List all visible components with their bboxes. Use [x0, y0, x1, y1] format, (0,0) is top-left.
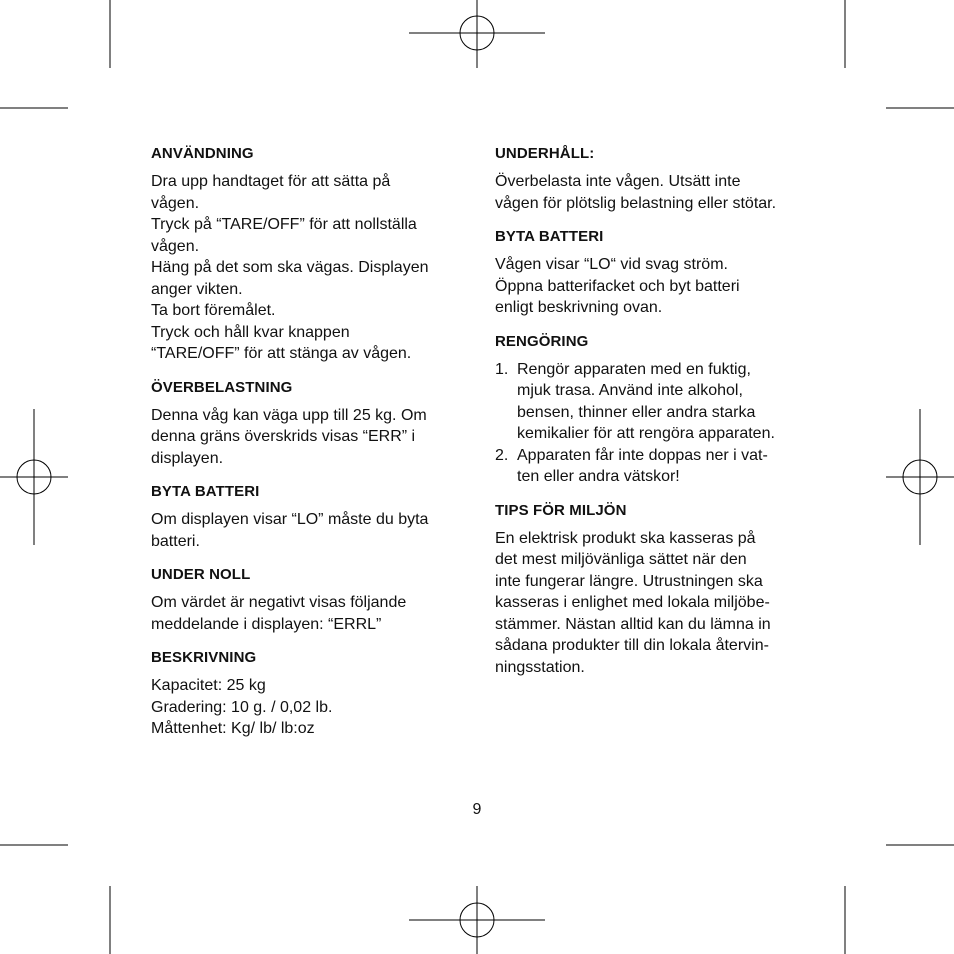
- list-number: 1.: [495, 360, 509, 378]
- registration-mark-top: [409, 0, 545, 68]
- section-cleaning: [495, 331, 807, 488]
- section-heading: ANVÄNDNING: [151, 145, 254, 162]
- section-body: Dra upp handtaget för att sätta på vågen. Tryck på “TARE/OFF” för att nollställa vågen. Häng på det som ska vägas. Displayen anger vikten. Ta bort föremålet. Tryck och håll kvar knappen “TARE/OFF” för att stänga av vågen.: [151, 173, 429, 362]
- section-body: Om värdet är negativt visas följande meddelande i displayen: “ERRL”: [151, 594, 407, 633]
- section-maintenance: [495, 143, 807, 214]
- section-body: Kapacitet: 25 kg Gradering: 10 g. / 0,02 lb. Måttenhet: Kg/ lb/ lb:oz: [151, 677, 333, 737]
- section-heading: UNDER NOLL: [151, 566, 251, 583]
- registration-mark-right: [886, 409, 954, 545]
- section-heading: BYTA BATTERI: [495, 228, 604, 245]
- registration-mark-bottom: [409, 886, 545, 954]
- section-heading: RENGÖRING: [495, 332, 589, 350]
- section-body: Vågen visar “LO“ vid svag ström. Öppna batterifacket och byt batteri enligt beskrivning ovan.: [495, 256, 740, 316]
- section-description: [151, 647, 463, 740]
- list-item: 2. Apparaten får inte doppas ner i vat- ten eller andra vätskor!: [495, 446, 768, 485]
- cleaning-list: [495, 359, 807, 488]
- section-usage: [151, 143, 463, 365]
- section-heading: BESKRIVNING: [151, 649, 257, 666]
- section-body: Denna våg kan väga upp till 25 kg. Om denna gräns överskrids visas “ERR” i displayen.: [151, 406, 427, 467]
- section-environment-tips: [495, 500, 807, 679]
- list-item: 1. Rengör apparaten med en fuktig, mjuk trasa. Använd inte alkohol, bensen, thinner eller andra starka kemikalier för att rengöra apparaten.: [495, 360, 775, 442]
- section-change-battery-right: [495, 226, 807, 319]
- section-change-battery: [151, 481, 463, 552]
- section-body: Överbelasta inte vågen. Utsätt inte vågen för plötslig belastning eller stötar.: [495, 173, 777, 212]
- section-heading: BYTA BATTERI: [151, 483, 260, 500]
- section-heading: UNDERHÅLL:: [495, 145, 595, 162]
- left-column: [151, 143, 463, 752]
- list-number: 2.: [495, 446, 509, 464]
- section-heading: ÖVERBELASTNING: [151, 378, 293, 396]
- section-body: Om displayen visar “LO” måste du byta batteri.: [151, 511, 429, 550]
- right-column: [495, 143, 807, 690]
- section-heading: TIPS FÖR MILJÖN: [495, 501, 627, 519]
- registration-mark-left: [0, 409, 68, 545]
- section-body: En elektrisk produkt ska kasseras på det mest miljövänliga sättet när den inte fungerar längre. Utrustningen ska kasseras i enlighet med lokala miljöbe- stämmer. Nästan alltid kan du lämna in sådana produkter till din lokala återvin- ningsstation.: [495, 529, 771, 676]
- section-below-zero: [151, 564, 463, 635]
- section-overload: [151, 377, 463, 470]
- page-number: 9: [472, 801, 482, 818]
